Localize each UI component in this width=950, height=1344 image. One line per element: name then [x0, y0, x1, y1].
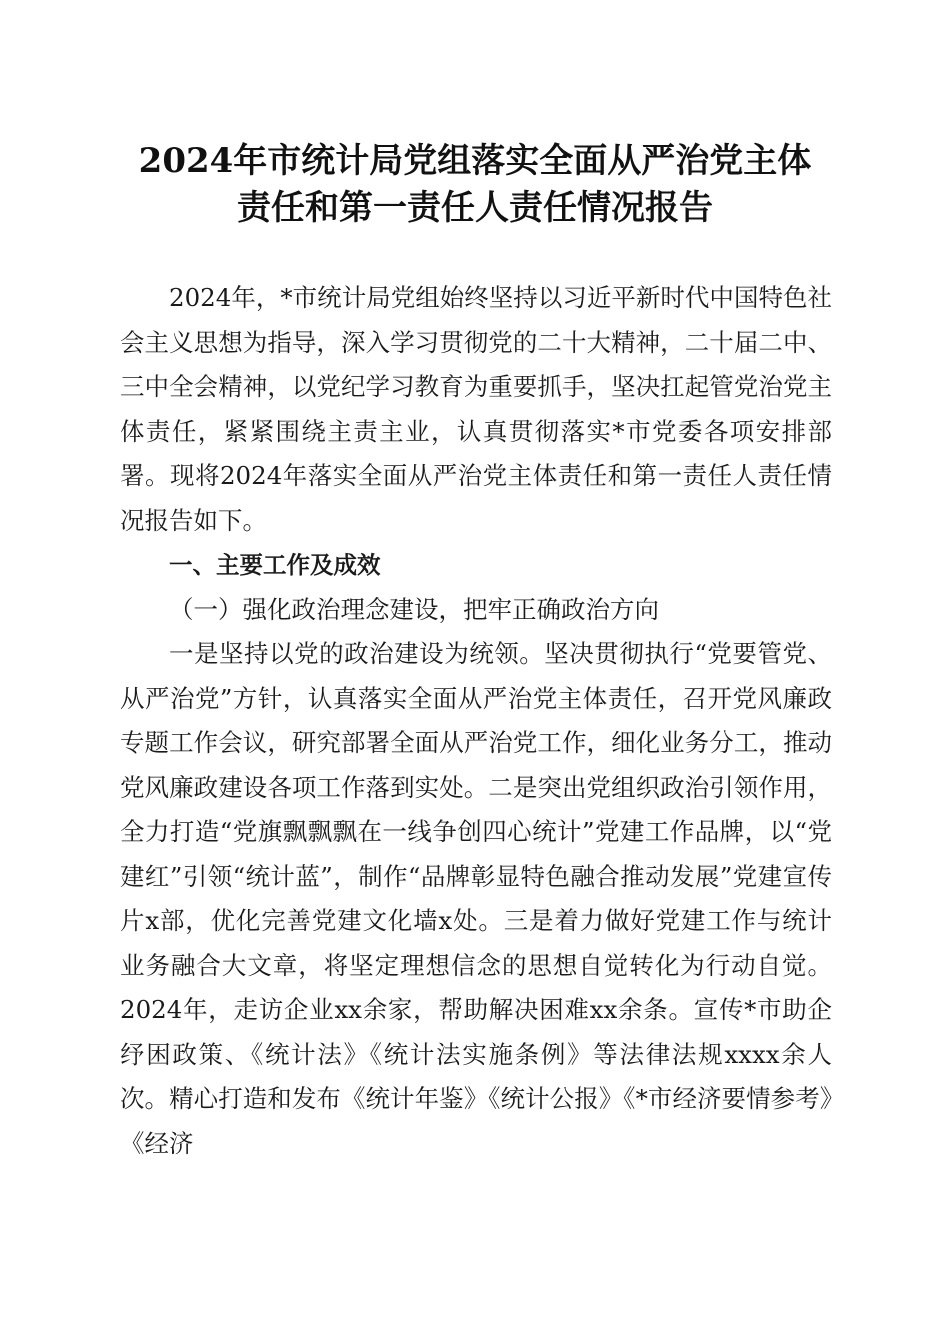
section-heading-main-work: 一、主要工作及成效: [169, 551, 381, 579]
subsection-heading-political-construction: （一）强化政治理念建设，把牢正确政治方向: [169, 594, 659, 624]
document-title-line-1: 2024年市统计局党组落实全面从严治党主体: [138, 141, 812, 181]
intro-paragraph: 2024年，*市统计局党组始终坚持以习近平新时代中国特色社会主义思想为指导，深入学习贯彻党的二十大精神，二十届二中、三中全会精神，以党纪学习教育为重要抓手，坚决扛起管党治党主体责任，紧紧围绕主责主业，认真贯彻落实*市党委各项安排部署。现将2024年落实全面从严治党主体责任和第一责任人责任情况报告如下。: [120, 283, 832, 535]
document-title: [100, 138, 850, 232]
body-paragraph-political-leadership: 一是坚持以党的政治建设为统领。坚决贯彻执行“党要管党、从严治党”方针，认真落实全面从严治党主体责任，召开党风廉政专题工作会议，研究部署全面从严治党工作，细化业务分工，推动党风廉政建设各项工作落到实处。二是突出党组织政治引领作用，全力打造“党旗飘飘飘在一线争创四心统计”党建工作品牌，以“党建红”引领“统计蓝”，制作“品牌彰显特色融合推动发展”党建宣传片x部，优化完善党建文化墙x处。三是着力做好党建工作与统计业务融合大文章，将坚定理想信念的思想自觉转化为行动自觉。2024年，走访企业xx余家，帮助解决困难xx余条。宣传*市助企纾困政策、《统计法》《统计法实施条例》等法律法规xxxx余人次。精心打造和发布《统计年鉴》《统计公报》《*市经济要情参考》《经济: [120, 639, 832, 1158]
document-title-line-2: 责任和第一责任人责任情况报告: [237, 188, 713, 228]
document-body: [120, 276, 832, 1166]
